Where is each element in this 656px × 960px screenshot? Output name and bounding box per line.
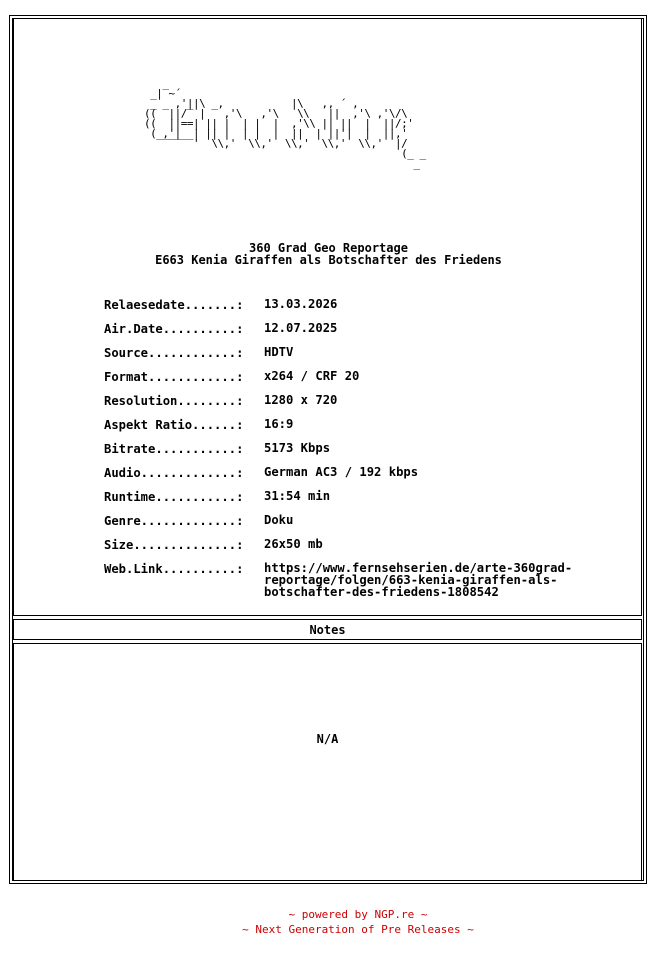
- info-key: Air.Date..........:: [104, 322, 251, 336]
- info-value: 1280 x 720: [264, 393, 338, 407]
- info-row-format: [104, 370, 624, 394]
- notes-panel: [13, 643, 642, 881]
- info-value: 26x50 mb: [264, 537, 323, 551]
- episode-title: E663 Kenia Giraffen als Botschafter des Friedens: [155, 253, 502, 267]
- info-value: HDTV: [264, 345, 294, 359]
- info-key: Aspekt Ratio......:: [104, 418, 251, 432]
- footer-tagline: ~ Next Generation of Pre Releases ~: [242, 923, 474, 936]
- notes-text: N/A: [316, 732, 339, 746]
- info-list: [104, 298, 624, 602]
- info-key: Format............:: [104, 370, 251, 384]
- notes-label: Notes: [309, 623, 346, 637]
- info-key: Resolution........:: [104, 394, 251, 408]
- info-key: Size..............:: [104, 538, 251, 552]
- info-key: Source............:: [104, 346, 251, 360]
- notes-header: [13, 619, 642, 640]
- ascii-logo: _|‾~´ _ _ ,'||\ _, |\ ,, ´ , (( ||/‾ | ,'\ ,'\ \\ || ,'\ ,'\/\ (( ||==| || | | | | ,'\\ || || | ||/;' ( ,'| | || | | | | || | ||'| | ||,' ‾‾‾‾‾‾' \\,' \\,' \\,' \\,' \\,' |/ ( ‾_‾: [144, 87, 426, 170]
- info-value: 31:54 min: [264, 489, 331, 503]
- info-row-web-link: [104, 562, 624, 602]
- info-value: x264 / CRF 20: [264, 369, 360, 383]
- info-value: German AC3 / 192 kbps: [264, 465, 419, 479]
- info-row-size: [104, 538, 624, 562]
- info-key: Audio.............:: [104, 466, 251, 480]
- info-row-airdate: [104, 322, 624, 346]
- show-title: 360 Grad Geo Reportage: [249, 241, 408, 255]
- info-value: 5173 Kbps: [264, 441, 331, 455]
- info-key: Runtime...........:: [104, 490, 251, 504]
- info-row-bitrate: [104, 442, 624, 466]
- info-row-genre: [104, 514, 624, 538]
- info-value: 16:9: [264, 417, 294, 431]
- footer-powered-by: ~ powered by NGP.re ~: [288, 908, 428, 921]
- web-link[interactable]: https://www.fernsehserien.de/arte-360grad- reportage/folgen/663-kenia-giraffen-als- botschafter-des-friedens-1808542: [264, 561, 573, 599]
- info-row-releasedate: [104, 298, 624, 322]
- info-key: Genre.............:: [104, 514, 251, 528]
- info-row-audio: [104, 466, 624, 490]
- info-row-resolution: [104, 394, 624, 418]
- info-row-runtime: [104, 490, 624, 514]
- info-row-aspect-ratio: [104, 418, 624, 442]
- info-panel: [13, 18, 642, 616]
- info-row-source: [104, 346, 624, 370]
- info-key: Relaesedate.......:: [104, 298, 251, 312]
- info-key: Bitrate...........:: [104, 442, 251, 456]
- info-value: Doku: [264, 513, 294, 527]
- info-value: 13.03.2026: [264, 297, 338, 311]
- info-key: Web.Link..........:: [104, 562, 251, 576]
- info-value: 12.07.2025: [264, 321, 338, 335]
